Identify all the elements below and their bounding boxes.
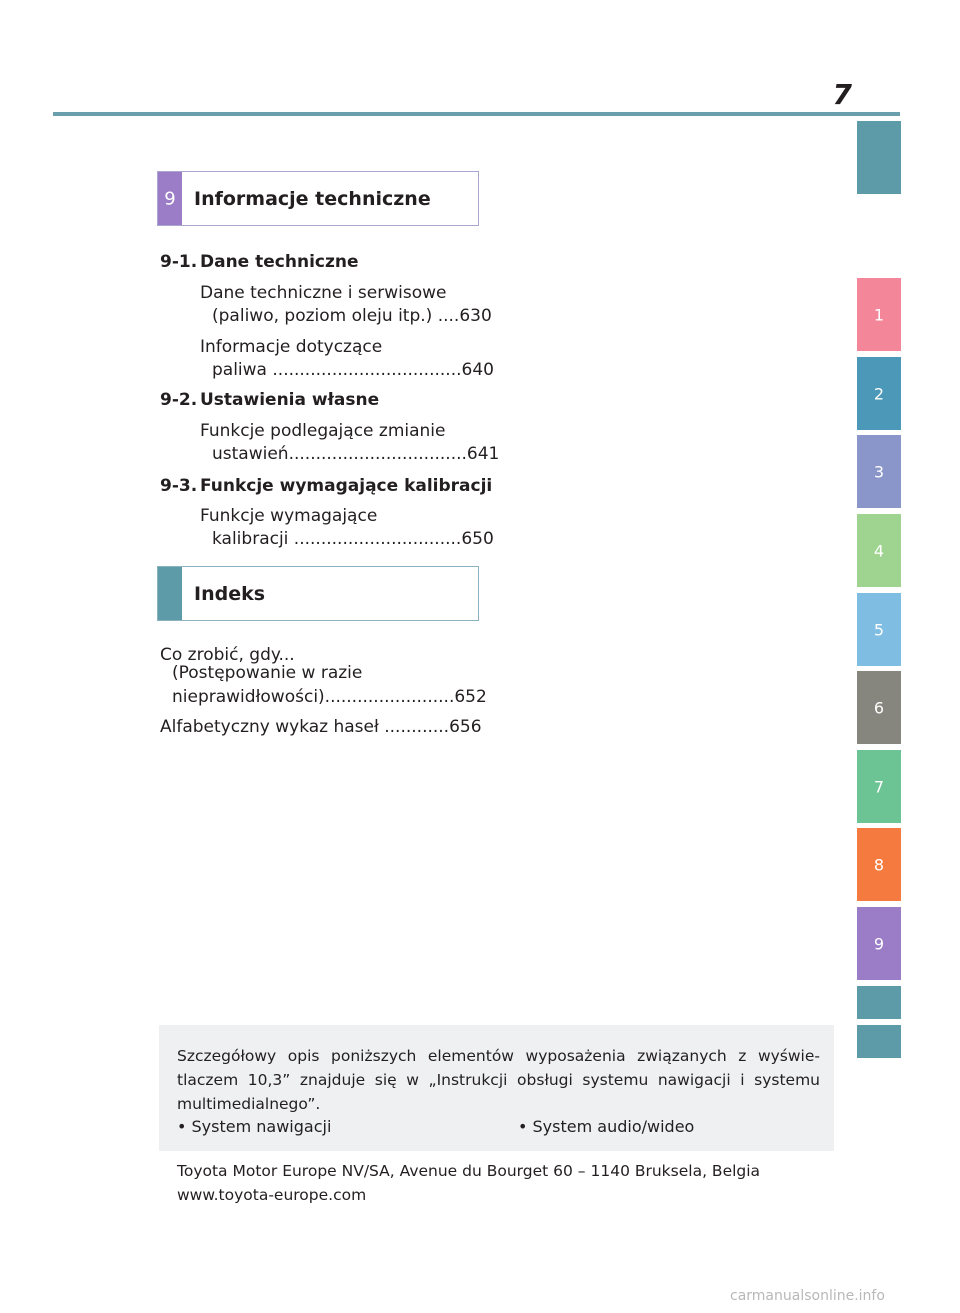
index-entry-page[interactable]: Alfabetyczny wykaz haseł ............656 (160, 717, 482, 737)
toc-entry[interactable]: Funkcje wymagające (200, 506, 378, 526)
index-bar (158, 567, 182, 620)
footer-address: Toyota Motor Europe NV/SA, Avenue du Bourget 60 – 1140 Bruksela, Belgia (177, 1162, 761, 1180)
index-header (157, 566, 479, 621)
toc-subsection-title[interactable]: Funkcje wymagające kalibracji (200, 476, 493, 496)
chapter-tab-9[interactable] (857, 907, 901, 980)
chapter-tab-6[interactable] (857, 671, 901, 744)
footer-url[interactable]: www.toyota-europe.com (177, 1186, 367, 1204)
toc-subsection-number: 9-3. (160, 476, 198, 496)
toc-subsection-title[interactable]: Dane techniczne (200, 252, 359, 272)
toc-subsection-title[interactable]: Ustawienia własne (200, 390, 380, 410)
tab-label: 7 (873, 777, 885, 796)
bullet-audio: • System audio/wideo (518, 1117, 695, 1136)
toc-subsection-number: 9-2. (160, 390, 198, 410)
section-number: 9 (164, 188, 176, 209)
tab-label: 4 (873, 541, 885, 560)
chapter-tab-index-a[interactable] (857, 986, 901, 1019)
tab-label: 8 (873, 855, 885, 874)
toc-entry[interactable]: Funkcje podlegające zmianie (200, 421, 446, 441)
index-entry-page[interactable]: nieprawidłowości)........................652 (172, 687, 487, 707)
tab-label: 2 (873, 384, 885, 403)
page-number: 7 (832, 78, 852, 111)
chapter-tab-index-b[interactable] (857, 1025, 901, 1058)
toc-entry[interactable]: Informacje dotyczące (200, 337, 383, 357)
chapter-tab-8[interactable] (857, 828, 901, 901)
tab-label: 5 (873, 620, 885, 639)
toc-entry-page[interactable]: ustawień.................................641 (212, 444, 500, 464)
chapter-tab-5[interactable] (857, 593, 901, 666)
header-rule (53, 112, 900, 116)
index-entry[interactable]: (Postępowanie w razie (172, 663, 363, 683)
chapter-tab-4[interactable] (857, 514, 901, 587)
tab-label: 1 (873, 305, 885, 324)
chapter-tab-3[interactable] (857, 435, 901, 508)
watermark: carmanualsonline.info (730, 1288, 885, 1304)
toc-entry-page[interactable]: (paliwo, poziom oleju itp.) ....630 (212, 306, 492, 326)
tab-label: 3 (873, 462, 885, 481)
toc-subsection-number: 9-1. (160, 252, 198, 272)
bullet-navigation: • System nawigacji (177, 1117, 332, 1136)
chapter-tab-1[interactable] (857, 278, 901, 351)
chapter-tab-2[interactable] (857, 357, 901, 430)
section-title: Informacje techniczne (194, 187, 431, 210)
section-number-bar (158, 172, 182, 225)
index-entry[interactable]: Co zrobić, gdy... (160, 645, 295, 665)
info-text: Szczegółowy opis poniższych elementów wyposażenia związanych z wyświe-tlaczem 10,3” znajduje się w „Instrukcji obsługi systemu nawigacji i systemu multimedialnego”. (177, 1047, 820, 1113)
section-9-header (157, 171, 479, 226)
toc-entry-page[interactable]: paliwa ...................................640 (212, 360, 494, 380)
tab-label: 9 (873, 934, 885, 953)
toc-entry[interactable]: Dane techniczne i serwisowe (200, 283, 447, 303)
tab-label: 6 (873, 698, 885, 717)
info-box (159, 1025, 834, 1151)
chapter-tab-top[interactable] (857, 121, 901, 194)
toc-entry-page[interactable]: kalibracji ...............................650 (212, 529, 494, 549)
chapter-tab-7[interactable] (857, 750, 901, 823)
index-title: Indeks (194, 582, 266, 605)
